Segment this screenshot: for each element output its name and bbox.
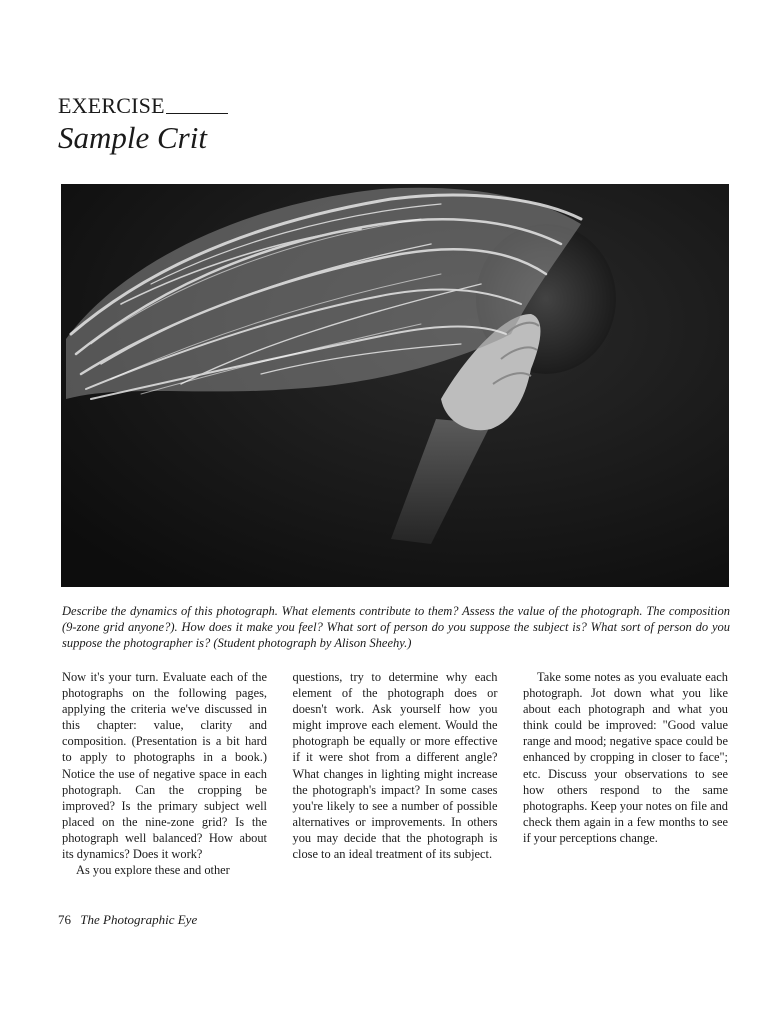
body-columns	[62, 669, 728, 878]
page-footer	[58, 912, 197, 928]
exercise-heading	[58, 95, 228, 117]
page-number: 76	[58, 912, 71, 927]
body-column-1	[62, 669, 267, 878]
paragraph: questions, try to determine why each element of the photograph does or doesn't work. Ask yourself how you might improve each element. Would the photograph be equally or more effective if it were shot from a different angle? What changes in lighting might increase the photograph's impact? In some cases you're likely to see a number of possible alternatives or improvements. In others you may decide that the photograph is close to an ideal treatment of its subject.	[292, 670, 498, 862]
paragraph: Now it's your turn. Evaluate each of the photographs on the following pages, applying the criteria we've discussed in this chapter: value, clarity and composition. (Presentation is a bit hard to apply to photographs in a book.) Notice the use of negative space in each photograph. Can the cropping be improved? Is the primary subject well placed on the nine-zone grid? Is the photograph well balanced? How about its dynamics? Does it work?	[62, 670, 267, 862]
exercise-label: EXERCISE	[58, 93, 165, 118]
photo-caption: Describe the dynamics of this photograph. What elements contribute to them? Assess the value of the photograph. The composition (9-zone grid anyone?). How does it make you feel? What sort of person do you suppose the subject is? What sort of person do you suppose the photographer is? (Student photograph by Alison Sheehy.)	[62, 604, 730, 650]
book-title: The Photographic Eye	[80, 912, 198, 927]
paragraph: As you explore these and other	[76, 863, 230, 878]
exercise-rule	[166, 113, 228, 114]
page-title: Sample Crit	[58, 120, 207, 155]
student-photograph	[61, 184, 729, 587]
photograph-illustration	[61, 184, 729, 587]
paragraph: Take some notes as you evaluate each photograph. Jot down what you like about each photograph and what you think could be improved: "Good value range and mood; negative space could be enhanced by cropping in closer to face"; etc. Discuss your observations to see how others respond to the same photographs. Keep your notes on file and check them again in a few months to see if your perceptions change.	[523, 670, 728, 845]
body-column-2	[293, 669, 498, 878]
body-column-3	[523, 669, 728, 878]
